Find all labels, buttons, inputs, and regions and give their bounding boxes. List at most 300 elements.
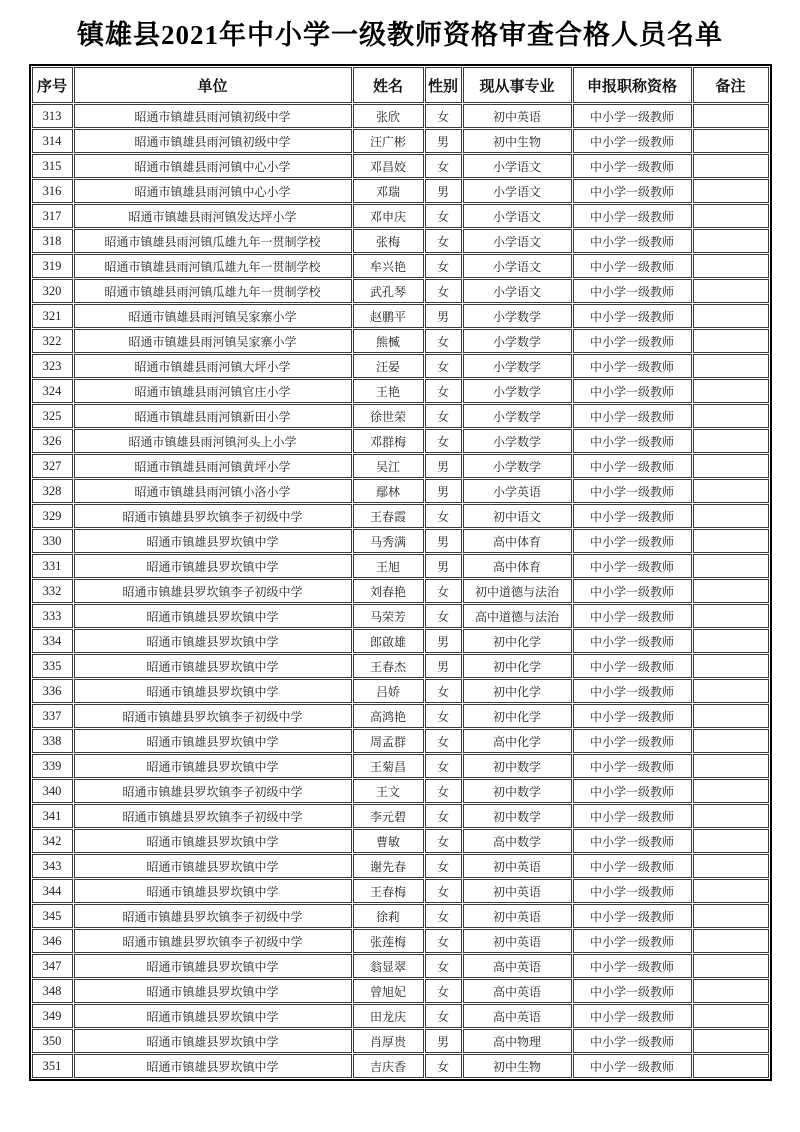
major-cell: 小学数学 <box>463 379 572 403</box>
name-cell: 李元碧 <box>353 804 424 828</box>
gender-cell: 男 <box>425 454 462 478</box>
unit-cell: 昭通市镇雄县罗坎镇中学 <box>74 629 352 653</box>
name-cell: 王春杰 <box>353 654 424 678</box>
table-row <box>32 779 769 803</box>
title-cell: 中小学一级教师 <box>573 129 692 153</box>
table-row <box>32 304 769 328</box>
remark-cell <box>693 704 769 728</box>
name-cell: 王旭 <box>353 554 424 578</box>
gender-cell: 男 <box>425 1029 462 1053</box>
unit-cell: 昭通市镇雄县罗坎镇中学 <box>74 679 352 703</box>
title-cell: 中小学一级教师 <box>573 504 692 528</box>
unit-cell: 昭通市镇雄县雨河镇中心小学 <box>74 179 352 203</box>
table-row <box>32 604 769 628</box>
remark-cell <box>693 854 769 878</box>
title-cell: 中小学一级教师 <box>573 704 692 728</box>
title-cell: 中小学一级教师 <box>573 304 692 328</box>
name-cell: 谢先春 <box>353 854 424 878</box>
title-cell: 中小学一级教师 <box>573 829 692 853</box>
seq-cell: 348 <box>32 979 73 1003</box>
name-cell: 马荣芳 <box>353 604 424 628</box>
seq-cell: 314 <box>32 129 73 153</box>
name-cell: 吕娇 <box>353 679 424 703</box>
remark-cell <box>693 179 769 203</box>
title-cell: 中小学一级教师 <box>573 479 692 503</box>
seq-cell: 321 <box>32 304 73 328</box>
name-cell: 曹敏 <box>353 829 424 853</box>
seq-cell: 337 <box>32 704 73 728</box>
name-cell: 王春梅 <box>353 879 424 903</box>
gender-cell: 男 <box>425 129 462 153</box>
gender-cell: 女 <box>425 104 462 128</box>
major-cell: 小学数学 <box>463 454 572 478</box>
major-cell: 初中化学 <box>463 629 572 653</box>
major-cell: 初中生物 <box>463 129 572 153</box>
name-cell: 邓昌姣 <box>353 154 424 178</box>
title-cell: 中小学一级教师 <box>573 629 692 653</box>
seq-cell: 350 <box>32 1029 73 1053</box>
gender-cell: 女 <box>425 504 462 528</box>
name-cell: 汪晏 <box>353 354 424 378</box>
remark-cell <box>693 604 769 628</box>
title-cell: 中小学一级教师 <box>573 779 692 803</box>
seq-cell: 346 <box>32 929 73 953</box>
unit-cell: 昭通市镇雄县罗坎镇中学 <box>74 604 352 628</box>
table-row <box>32 704 769 728</box>
major-cell: 初中数学 <box>463 754 572 778</box>
title-cell: 中小学一级教师 <box>573 254 692 278</box>
table-row <box>32 479 769 503</box>
remark-cell <box>693 829 769 853</box>
major-cell: 初中化学 <box>463 679 572 703</box>
remark-cell <box>693 754 769 778</box>
major-cell: 小学数学 <box>463 404 572 428</box>
gender-cell: 女 <box>425 754 462 778</box>
name-cell: 田龙庆 <box>353 1004 424 1028</box>
gender-cell: 男 <box>425 529 462 553</box>
seq-cell: 333 <box>32 604 73 628</box>
title-cell: 中小学一级教师 <box>573 1004 692 1028</box>
seq-cell: 336 <box>32 679 73 703</box>
major-cell: 初中英语 <box>463 104 572 128</box>
major-cell: 初中道德与法治 <box>463 579 572 603</box>
name-cell: 张梅 <box>353 229 424 253</box>
unit-cell: 昭通市镇雄县雨河镇瓜雄九年一贯制学校 <box>74 229 352 253</box>
major-cell: 高中英语 <box>463 979 572 1003</box>
seq-cell: 349 <box>32 1004 73 1028</box>
name-cell: 牟兴艳 <box>353 254 424 278</box>
remark-cell <box>693 929 769 953</box>
seq-cell: 316 <box>32 179 73 203</box>
remark-cell <box>693 1054 769 1078</box>
name-cell: 汪广彬 <box>353 129 424 153</box>
table-row <box>32 804 769 828</box>
remark-cell <box>693 804 769 828</box>
seq-cell: 317 <box>32 204 73 228</box>
gender-cell: 女 <box>425 329 462 353</box>
gender-cell: 女 <box>425 779 462 803</box>
table-row <box>32 129 769 153</box>
unit-cell: 昭通市镇雄县雨河镇瓜雄九年一贯制学校 <box>74 279 352 303</box>
gender-cell: 女 <box>425 1054 462 1078</box>
gender-cell: 女 <box>425 804 462 828</box>
seq-cell: 343 <box>32 854 73 878</box>
unit-cell: 昭通市镇雄县雨河镇大坪小学 <box>74 354 352 378</box>
gender-cell: 女 <box>425 154 462 178</box>
table-row <box>32 829 769 853</box>
gender-cell: 女 <box>425 404 462 428</box>
name-cell: 吴江 <box>353 454 424 478</box>
gender-cell: 男 <box>425 179 462 203</box>
gender-cell: 女 <box>425 729 462 753</box>
name-cell: 邓申庆 <box>353 204 424 228</box>
remark-cell <box>693 629 769 653</box>
name-cell: 高鸿艳 <box>353 704 424 728</box>
unit-cell: 昭通市镇雄县罗坎镇中学 <box>74 654 352 678</box>
gender-cell: 女 <box>425 929 462 953</box>
table-row <box>32 329 769 353</box>
name-cell: 王艳 <box>353 379 424 403</box>
gender-cell: 女 <box>425 879 462 903</box>
seq-cell: 347 <box>32 954 73 978</box>
title-cell: 中小学一级教师 <box>573 429 692 453</box>
seq-cell: 340 <box>32 779 73 803</box>
seq-cell: 324 <box>32 379 73 403</box>
table-row <box>32 1029 769 1053</box>
unit-cell: 昭通市镇雄县罗坎镇李子初级中学 <box>74 779 352 803</box>
remark-cell <box>693 554 769 578</box>
table-row <box>32 979 769 1003</box>
major-cell: 小学数学 <box>463 329 572 353</box>
unit-cell: 昭通市镇雄县罗坎镇中学 <box>74 879 352 903</box>
unit-cell: 昭通市镇雄县雨河镇官庄小学 <box>74 379 352 403</box>
name-cell: 周孟群 <box>353 729 424 753</box>
seq-cell: 335 <box>32 654 73 678</box>
table-row <box>32 229 769 253</box>
unit-cell: 昭通市镇雄县雨河镇黄坪小学 <box>74 454 352 478</box>
table-row <box>32 429 769 453</box>
name-cell: 邓瑞 <box>353 179 424 203</box>
gender-cell: 女 <box>425 279 462 303</box>
gender-cell: 男 <box>425 654 462 678</box>
remark-cell <box>693 879 769 903</box>
seq-cell: 342 <box>32 829 73 853</box>
unit-cell: 昭通市镇雄县雨河镇吴家寨小学 <box>74 304 352 328</box>
gender-cell: 男 <box>425 304 462 328</box>
header-gender: 性别 <box>425 67 462 103</box>
remark-cell <box>693 429 769 453</box>
unit-cell: 昭通市镇雄县雨河镇初级中学 <box>74 129 352 153</box>
major-cell: 初中数学 <box>463 779 572 803</box>
remark-cell <box>693 1004 769 1028</box>
gender-cell: 女 <box>425 204 462 228</box>
table-row <box>32 854 769 878</box>
remark-cell <box>693 304 769 328</box>
unit-cell: 昭通市镇雄县罗坎镇李子初级中学 <box>74 929 352 953</box>
unit-cell: 昭通市镇雄县罗坎镇李子初级中学 <box>74 579 352 603</box>
major-cell: 初中化学 <box>463 704 572 728</box>
title-cell: 中小学一级教师 <box>573 404 692 428</box>
seq-cell: 351 <box>32 1054 73 1078</box>
table-row <box>32 754 769 778</box>
major-cell: 高中体育 <box>463 529 572 553</box>
remark-cell <box>693 679 769 703</box>
header-remark: 备注 <box>693 67 769 103</box>
table-row <box>32 1054 769 1078</box>
title-cell: 中小学一级教师 <box>573 679 692 703</box>
major-cell: 小学语文 <box>463 179 572 203</box>
header-row <box>32 67 769 103</box>
seq-cell: 323 <box>32 354 73 378</box>
remark-cell <box>693 779 769 803</box>
unit-cell: 昭通市镇雄县雨河镇新田小学 <box>74 404 352 428</box>
major-cell: 初中生物 <box>463 1054 572 1078</box>
gender-cell: 女 <box>425 679 462 703</box>
name-cell: 马秀满 <box>353 529 424 553</box>
major-cell: 高中体育 <box>463 554 572 578</box>
name-cell: 肖厚贵 <box>353 1029 424 1053</box>
major-cell: 小学语文 <box>463 279 572 303</box>
title-cell: 中小学一级教师 <box>573 204 692 228</box>
major-cell: 小学数学 <box>463 429 572 453</box>
major-cell: 小学语文 <box>463 229 572 253</box>
major-cell: 小学语文 <box>463 204 572 228</box>
major-cell: 小学英语 <box>463 479 572 503</box>
remark-cell <box>693 229 769 253</box>
unit-cell: 昭通市镇雄县罗坎镇李子初级中学 <box>74 704 352 728</box>
remark-cell <box>693 204 769 228</box>
unit-cell: 昭通市镇雄县雨河镇瓜雄九年一贯制学校 <box>74 254 352 278</box>
gender-cell: 女 <box>425 604 462 628</box>
major-cell: 初中化学 <box>463 654 572 678</box>
table-row <box>32 879 769 903</box>
remark-cell <box>693 379 769 403</box>
remark-cell <box>693 154 769 178</box>
remark-cell <box>693 479 769 503</box>
major-cell: 高中英语 <box>463 954 572 978</box>
gender-cell: 女 <box>425 429 462 453</box>
table-row <box>32 354 769 378</box>
title-cell: 中小学一级教师 <box>573 904 692 928</box>
gender-cell: 女 <box>425 954 462 978</box>
gender-cell: 女 <box>425 704 462 728</box>
title-cell: 中小学一级教师 <box>573 579 692 603</box>
title-cell: 中小学一级教师 <box>573 729 692 753</box>
major-cell: 高中英语 <box>463 1004 572 1028</box>
gender-cell: 女 <box>425 254 462 278</box>
seq-cell: 334 <box>32 629 73 653</box>
name-cell: 王文 <box>353 779 424 803</box>
table-row <box>32 629 769 653</box>
name-cell: 王菊昌 <box>353 754 424 778</box>
title-cell: 中小学一级教师 <box>573 354 692 378</box>
header-major: 现从事专业 <box>463 67 572 103</box>
unit-cell: 昭通市镇雄县雨河镇河头上小学 <box>74 429 352 453</box>
header-name: 姓名 <box>353 67 424 103</box>
header-seq: 序号 <box>32 67 73 103</box>
seq-cell: 315 <box>32 154 73 178</box>
remark-cell <box>693 354 769 378</box>
remark-cell <box>693 504 769 528</box>
title-cell: 中小学一级教师 <box>573 154 692 178</box>
remark-cell <box>693 979 769 1003</box>
name-cell: 武孔琴 <box>353 279 424 303</box>
title-cell: 中小学一级教师 <box>573 854 692 878</box>
table-row <box>32 204 769 228</box>
unit-cell: 昭通市镇雄县雨河镇小洛小学 <box>74 479 352 503</box>
remark-cell <box>693 279 769 303</box>
unit-cell: 昭通市镇雄县罗坎镇中学 <box>74 754 352 778</box>
remark-cell <box>693 729 769 753</box>
unit-cell: 昭通市镇雄县罗坎镇中学 <box>74 829 352 853</box>
title-cell: 中小学一级教师 <box>573 529 692 553</box>
title-cell: 中小学一级教师 <box>573 229 692 253</box>
gender-cell: 女 <box>425 979 462 1003</box>
page-title: 镇雄县2021年中小学一级教师资格审查合格人员名单 <box>77 20 723 50</box>
table-row <box>32 579 769 603</box>
table-row <box>32 729 769 753</box>
name-cell: 吉庆香 <box>353 1054 424 1078</box>
name-cell: 赵鹏平 <box>353 304 424 328</box>
seq-cell: 329 <box>32 504 73 528</box>
seq-cell: 339 <box>32 754 73 778</box>
major-cell: 高中化学 <box>463 729 572 753</box>
seq-cell: 325 <box>32 404 73 428</box>
major-cell: 小学数学 <box>463 354 572 378</box>
name-cell: 王春霞 <box>353 504 424 528</box>
unit-cell: 昭通市镇雄县罗坎镇中学 <box>74 979 352 1003</box>
name-cell: 翁显翠 <box>353 954 424 978</box>
name-cell: 张莲梅 <box>353 929 424 953</box>
gender-cell: 女 <box>425 379 462 403</box>
remark-cell <box>693 954 769 978</box>
table-body <box>32 104 769 1078</box>
remark-cell <box>693 404 769 428</box>
gender-cell: 男 <box>425 479 462 503</box>
remark-cell <box>693 529 769 553</box>
unit-cell: 昭通市镇雄县雨河镇中心小学 <box>74 154 352 178</box>
table-row <box>32 554 769 578</box>
seq-cell: 344 <box>32 879 73 903</box>
title-cell: 中小学一级教师 <box>573 279 692 303</box>
major-cell: 初中英语 <box>463 904 572 928</box>
remark-cell <box>693 904 769 928</box>
unit-cell: 昭通市镇雄县罗坎镇中学 <box>74 729 352 753</box>
gender-cell: 女 <box>425 904 462 928</box>
remark-cell <box>693 654 769 678</box>
header-title: 申报职称资格 <box>573 67 692 103</box>
table-row <box>32 654 769 678</box>
table-header <box>32 67 769 103</box>
table-row <box>32 954 769 978</box>
title-cell: 中小学一级教师 <box>573 454 692 478</box>
major-cell: 小学语文 <box>463 254 572 278</box>
name-cell: 张欣 <box>353 104 424 128</box>
unit-cell: 昭通市镇雄县罗坎镇中学 <box>74 1054 352 1078</box>
seq-cell: 326 <box>32 429 73 453</box>
unit-cell: 昭通市镇雄县罗坎镇中学 <box>74 1029 352 1053</box>
title-cell: 中小学一级教师 <box>573 954 692 978</box>
unit-cell: 昭通市镇雄县雨河镇吴家寨小学 <box>74 329 352 353</box>
seq-cell: 345 <box>32 904 73 928</box>
major-cell: 初中英语 <box>463 929 572 953</box>
seq-cell: 328 <box>32 479 73 503</box>
table-row <box>32 254 769 278</box>
remark-cell <box>693 579 769 603</box>
title-cell: 中小学一级教师 <box>573 654 692 678</box>
name-cell: 郎啟雄 <box>353 629 424 653</box>
seq-cell: 319 <box>32 254 73 278</box>
title-cell: 中小学一级教师 <box>573 979 692 1003</box>
table-row <box>32 529 769 553</box>
name-cell: 曾旭妃 <box>353 979 424 1003</box>
title-cell: 中小学一级教师 <box>573 804 692 828</box>
gender-cell: 女 <box>425 829 462 853</box>
major-cell: 初中语文 <box>463 504 572 528</box>
name-cell: 熊楲 <box>353 329 424 353</box>
remark-cell <box>693 104 769 128</box>
table-row <box>32 404 769 428</box>
unit-cell: 昭通市镇雄县雨河镇发达坪小学 <box>74 204 352 228</box>
table-row <box>32 929 769 953</box>
table-row <box>32 454 769 478</box>
name-cell: 徐世荣 <box>353 404 424 428</box>
major-cell: 高中物理 <box>463 1029 572 1053</box>
unit-cell: 昭通市镇雄县罗坎镇李子初级中学 <box>74 904 352 928</box>
unit-cell: 昭通市镇雄县罗坎镇中学 <box>74 1004 352 1028</box>
seq-cell: 318 <box>32 229 73 253</box>
title-cell: 中小学一级教师 <box>573 179 692 203</box>
major-cell: 高中数学 <box>463 829 572 853</box>
title-cell: 中小学一级教师 <box>573 1054 692 1078</box>
unit-cell: 昭通市镇雄县罗坎镇李子初级中学 <box>74 504 352 528</box>
table-row <box>32 379 769 403</box>
gender-cell: 女 <box>425 579 462 603</box>
table-row <box>32 179 769 203</box>
unit-cell: 昭通市镇雄县罗坎镇中学 <box>74 554 352 578</box>
major-cell: 初中数学 <box>463 804 572 828</box>
major-cell: 初中英语 <box>463 879 572 903</box>
remark-cell <box>693 254 769 278</box>
title-cell: 中小学一级教师 <box>573 104 692 128</box>
gender-cell: 女 <box>425 854 462 878</box>
title-cell: 中小学一级教师 <box>573 604 692 628</box>
title-cell: 中小学一级教师 <box>573 929 692 953</box>
unit-cell: 昭通市镇雄县罗坎镇中学 <box>74 854 352 878</box>
table-row <box>32 104 769 128</box>
table-row <box>32 679 769 703</box>
table-row <box>32 904 769 928</box>
title-cell: 中小学一级教师 <box>573 329 692 353</box>
unit-cell: 昭通市镇雄县罗坎镇李子初级中学 <box>74 804 352 828</box>
gender-cell: 女 <box>425 354 462 378</box>
name-cell: 徐莉 <box>353 904 424 928</box>
gender-cell: 女 <box>425 229 462 253</box>
major-cell: 高中道德与法治 <box>463 604 572 628</box>
title-cell: 中小学一级教师 <box>573 1029 692 1053</box>
major-cell: 小学数学 <box>463 304 572 328</box>
seq-cell: 322 <box>32 329 73 353</box>
unit-cell: 昭通市镇雄县罗坎镇中学 <box>74 529 352 553</box>
title-cell: 中小学一级教师 <box>573 554 692 578</box>
remark-cell <box>693 1029 769 1053</box>
seq-cell: 327 <box>32 454 73 478</box>
name-cell: 刘春艳 <box>353 579 424 603</box>
seq-cell: 338 <box>32 729 73 753</box>
seq-cell: 313 <box>32 104 73 128</box>
header-unit: 单位 <box>74 67 352 103</box>
seq-cell: 332 <box>32 579 73 603</box>
